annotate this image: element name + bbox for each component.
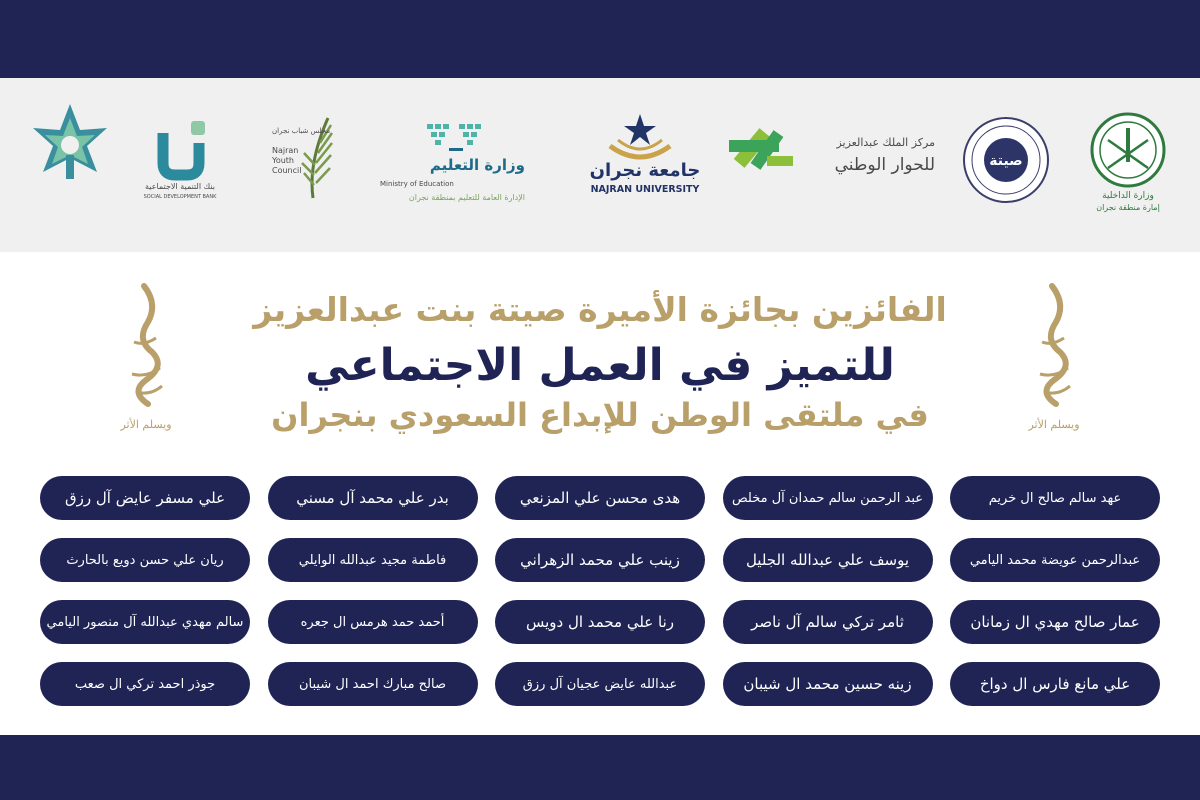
winner-name-pill: صالح مبارك احمد ال شيبان (268, 662, 478, 706)
svg-text:وزارة الداخلية: وزارة الداخلية (1102, 191, 1154, 201)
svg-text:وزارة التعليم: وزارة التعليم (429, 156, 525, 174)
headline-line-2: للتميز في العمل الاجتماعي (305, 340, 895, 391)
winner-name-pill: علي مانع فارس ال دواخ (950, 662, 1160, 706)
winner-name-pill: علي مسفر عايض آل رزق (40, 476, 250, 520)
svg-text:Council: Council (272, 166, 302, 175)
winner-name-pill: سالم مهدي عبدالله آل منصور اليامي (40, 600, 250, 644)
svg-text:جامعة نجران: جامعة نجران (589, 160, 701, 181)
winner-name-pill: زينه حسين محمد ال شيبان (723, 662, 933, 706)
top-banner (0, 0, 1200, 78)
social-development-bank-logo (125, 113, 235, 203)
ministry-of-education-logo (375, 118, 540, 208)
logo-strip (0, 78, 1200, 252)
winner-name-pill: ريان علي حسن دويع بالحارث (40, 538, 250, 582)
svg-text:بنك التنمية الاجتماعية: بنك التنمية الاجتماعية (145, 182, 215, 191)
najran-university-logo (570, 108, 720, 200)
winner-name-pill: عمار صالح مهدي ال زمانان (950, 600, 1160, 644)
sayta-award-seal-logo (960, 114, 1052, 206)
ministry-of-interior-logo (1078, 110, 1178, 214)
winner-name-pill: عهد سالم صالح ال خريم (950, 476, 1160, 520)
bottom-banner (0, 735, 1200, 800)
svg-text:ويسلم الأثر: ويسلم الأثر (1028, 418, 1080, 431)
svg-text:مركز الملك عبدالعزيز: مركز الملك عبدالعزيز (836, 136, 935, 149)
svg-text:مجلس شباب نجران: مجلس شباب نجران (272, 127, 331, 135)
svg-text:للحوار الوطني: للحوار الوطني (834, 155, 935, 175)
svg-text:Najran: Najran (272, 146, 299, 155)
winner-name-pill: عبد الرحمن سالم حمدان آل مخلص (723, 476, 933, 520)
winner-name-pill: يوسف علي عبدالله الجليل (723, 538, 933, 582)
svg-text:Ministry of Education: Ministry of Education (380, 180, 454, 188)
headline-line-1: الفائزين بجائزة الأميرة صيتة بنت عبدالعزيز (253, 290, 947, 329)
winner-name-pill: جوذر احمد تركي ال صعب (40, 662, 250, 706)
svg-text:Youth: Youth (272, 156, 294, 165)
winner-name-pill: رنا علي محمد ال دويس (495, 600, 705, 644)
winner-name-pill: زينب علي محمد الزهراني (495, 538, 705, 582)
winners-grid (40, 476, 1160, 706)
award-calligraphy-emblem-left (110, 282, 180, 442)
svg-text:صيتة: صيتة (989, 153, 1023, 169)
national-dialogue-center-logo (725, 118, 950, 193)
winner-name-pill: عبدالله عايض عجيان آل رزق (495, 662, 705, 706)
winner-name-pill: فاطمة مجيد عبدالله الوايلي (268, 538, 478, 582)
svg-text:الإدارة العامة للتعليم بمنطقة: الإدارة العامة للتعليم بمنطقة نجران (408, 193, 525, 202)
winner-name-pill: أحمد حمد هرمس ال جعره (268, 600, 478, 644)
star-pattern-logo (25, 100, 115, 190)
svg-text:NAJRAN UNIVERSITY: NAJRAN UNIVERSITY (590, 184, 700, 195)
winner-name-pill: بدر علي محمد آل مسني (268, 476, 478, 520)
svg-text:ويسلم الأثر: ويسلم الأثر (120, 418, 172, 431)
headline-line-3: في ملتقى الوطن للإبداع السعودي بنجران (271, 396, 929, 434)
najran-youth-council-logo (268, 113, 348, 203)
winner-name-pill: ثامر تركي سالم آل ناصر (723, 600, 933, 644)
winner-name-pill: هدى محسن علي المزنعي (495, 476, 705, 520)
award-calligraphy-emblem-right (1018, 282, 1088, 442)
svg-text:إمارة منطقة نجران: إمارة منطقة نجران (1096, 203, 1160, 212)
winner-name-pill: عبدالرحمن عويضة محمد اليامي (950, 538, 1160, 582)
svg-text:SOCIAL DEVELOPMENT BANK: SOCIAL DEVELOPMENT BANK (143, 194, 217, 200)
